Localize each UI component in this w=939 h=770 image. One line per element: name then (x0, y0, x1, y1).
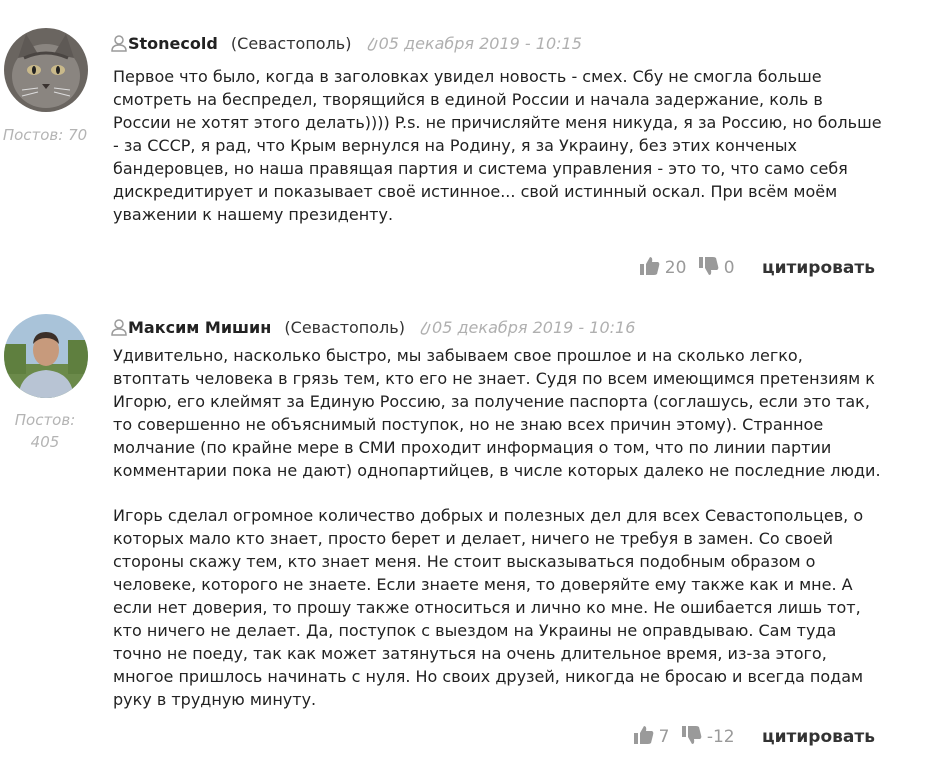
author-city: (Севастополь) (284, 318, 405, 337)
comment (0, 0, 939, 292)
user-icon (110, 318, 128, 336)
thumbs-up-icon[interactable] (633, 724, 655, 746)
comment-date: 05 декабря 2019 - 10:16 (432, 318, 636, 337)
dislikes-count: 0 (723, 258, 735, 278)
dislikes-count: -12 (706, 727, 735, 747)
avatar-image-man (4, 314, 88, 398)
comment-date: 05 декабря 2019 - 10:15 (378, 34, 582, 53)
avatar[interactable] (4, 314, 88, 398)
author-city: (Севастополь) (230, 34, 352, 53)
comment (0, 292, 939, 770)
comment-header (110, 32, 582, 56)
user-icon (110, 34, 128, 52)
comment-paragraph: Игорь сделал огромное количество добрых и полезных дел для всех Севастопольцев, о которых мало кто знает, просто берет и делает, ничего не требуя в замен. Со своей стороны скажу тем, кто знает меня. Не стоит высказываться подобным образом о человеке, которого не знаете. Если знаете меня, то доверяйте ему также как и мне. А если нет доверия, то прошу также относиться и лично ко мне. Не ошибается лишь тот, кто ничего не делает. Да, поступок с выездом на Украины не оправдываю. Сам туда точно не поеду, так как может затянуться на очень длительное время, из-за этого, многое пришлось начинать с нуля. Но своих друзей, никогда не бросаю и всегда подам руку в трудную минуту. (113, 506, 864, 709)
avatar[interactable] (4, 28, 88, 112)
comment-paragraph: Удивительно, насколько быстро, мы забываем свое прошлое и на сколько легко, втоптать человека в грязь тем, кто его не знает. Судя по всем имеющимся претензиям к Игорю, его клеймят за Единую Россию, за получение паспорта (соглашусь, если это так, то совершенно не объяснимый поступок, но не знаю всех причин этому). Странное молчание (по крайне мере в СМИ проходит информация о том, что по линии партии комментарии пока не дают) однопартийцев, в числе которых далеко не последние люди. (113, 346, 881, 480)
author-name[interactable]: Stonecold (128, 34, 218, 53)
comment-actions (633, 724, 875, 750)
thumbs-down-icon[interactable] (681, 724, 703, 746)
thumbs-down-icon[interactable] (698, 255, 720, 277)
comment-actions (639, 255, 875, 281)
author-name[interactable]: Максим Мишин (128, 318, 272, 337)
likes-count: 20 (664, 258, 687, 278)
comment-paragraph: Первое что было, когда в заголовках увидел новость - смех. Сбу не смогла больше смотреть на беспредел, творящийся в единой России и начала задержание, коль в России не хотят этого делать)))) P.s. не причисляйте меня никуда, я за Россию, но больше - за СССР, я рад, что Крым вернулся на Родину, я за Украину, без этих конченых бандеровцев, но наша правящая партия и система управления - это то, что само себя дискредитирует и показывает своё истинное... свой истинный оскал. При всём моём уважении к нашему президенту. (113, 67, 882, 224)
quote-link[interactable]: цитировать (762, 727, 875, 747)
comment-text (113, 344, 883, 711)
quote-link[interactable]: цитировать (762, 258, 875, 278)
posts-count: Постов: 405 (14, 411, 76, 451)
paperclip-icon (365, 34, 379, 52)
paperclip-icon (418, 318, 432, 336)
likes-count: 7 (658, 727, 670, 747)
comment-text (113, 65, 883, 226)
comment-header (110, 316, 635, 340)
thumbs-up-icon[interactable] (639, 255, 661, 277)
posts-count: Постов: 70 (2, 126, 88, 144)
avatar-image-cat (4, 28, 88, 112)
